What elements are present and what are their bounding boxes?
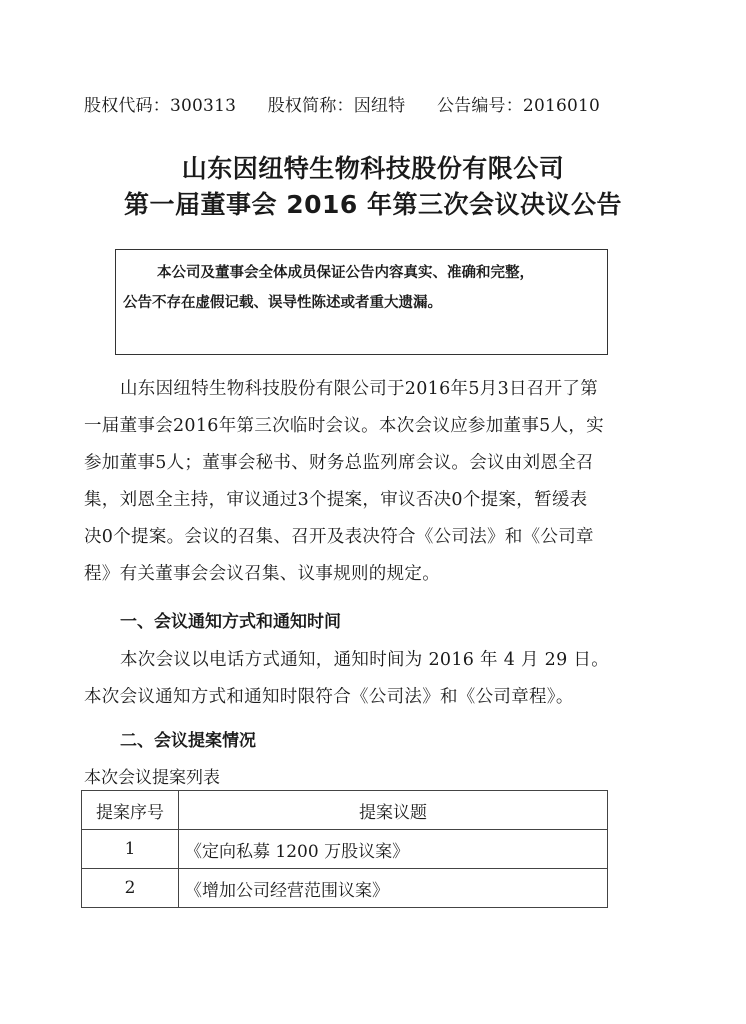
paragraph-line: 决0个提案。会议的召集、召开及表决符合《公司法》和《公司章 (84, 527, 594, 547)
document-meta (84, 91, 600, 116)
column-header-topic: 提案议题 (179, 791, 608, 830)
notice-paragraph (84, 642, 644, 716)
paragraph-line: 集，刘恩全主持，审议通过3个提案，审议否决0个提案，暂缓表 (84, 490, 588, 510)
proposal-number: 1 (82, 830, 179, 869)
paragraph-line: 本次会议通知方式和通知时限符合《公司法》和《公司章程》。 (84, 687, 574, 707)
proposals-table (81, 790, 608, 908)
disclaimer-line: 公告不存在虚假记载、误导性陈述或者重大遗漏。 (123, 295, 442, 311)
proposal-number: 2 (82, 869, 179, 908)
section-heading-proposals: 二、会议提案情况 (120, 731, 256, 751)
paragraph-line: 本次会议以电话方式通知，通知时间为 2016 年 4 月 29 日。 (120, 650, 610, 670)
disclaimer-line: 本公司及董事会全体成员保证公告内容真实、准确和完整， (157, 265, 534, 281)
paragraph-line: 程》有关董事会会议召集、议事规则的规定。 (84, 564, 440, 584)
table-header-row (82, 791, 608, 830)
stock-name: 股权简称：因纽特 (267, 96, 406, 116)
paragraph-line: 一届董事会2016年第三次临时会议。本次会议应参加董事5人，实 (84, 416, 604, 436)
proposal-topic: 《增加公司经营范围议案》 (179, 869, 608, 908)
table-row (82, 830, 608, 869)
table-caption: 本次会议提案列表 (84, 768, 220, 788)
stock-code: 股权代码：300313 (84, 96, 237, 116)
intro-paragraph (84, 371, 644, 593)
proposal-topic: 《定向私募 1200 万股议案》 (179, 830, 608, 869)
column-header-number: 提案序号 (82, 791, 179, 830)
paragraph-line: 山东因纽特生物科技股份有限公司于2016年5月3日召开了第 (120, 379, 599, 399)
disclaimer-box (115, 249, 608, 355)
announcement-title: 第一届董事会 2016 年第三次会议决议公告 (124, 190, 622, 219)
paragraph-line: 参加董事5人；董事会秘书、财务总监列席会议。会议由刘恩全召 (84, 453, 594, 473)
table-row (82, 869, 608, 908)
company-title: 山东因纽特生物科技股份有限公司 (181, 154, 565, 183)
notice-number: 公告编号：2016010 (436, 96, 601, 116)
section-heading-notice: 一、会议通知方式和通知时间 (120, 612, 341, 632)
